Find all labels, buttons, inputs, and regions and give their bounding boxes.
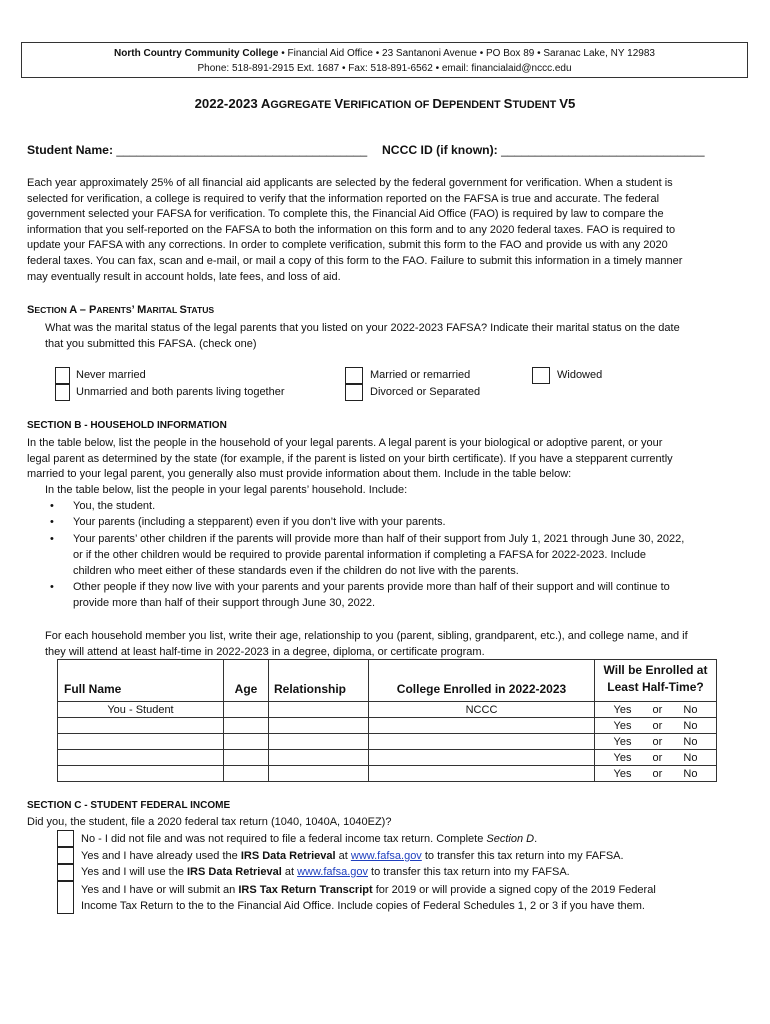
col-relationship: Relationship xyxy=(269,660,369,702)
irs-drt-will-use-label: Yes and I will use the IRS Data Retrieval at www.fafsa.gov to transfer this tax return into my FAFSA. xyxy=(81,866,570,878)
list-item: provide more than half of their support through June 30, 2022. xyxy=(73,597,376,609)
row-name[interactable] xyxy=(58,750,224,766)
irs-drt-used-checkbox[interactable] xyxy=(57,847,74,864)
married-label: Married or remarried xyxy=(370,369,471,381)
row-enrolled[interactable]: Yes or No xyxy=(595,734,717,750)
row-name[interactable]: You - Student xyxy=(58,702,224,718)
row-enrolled[interactable]: Yes or No xyxy=(595,718,717,734)
section-b-intro: In the table below, list the people in the household of your legal parents. A legal parent is your biological or adoptive parent, or your legal parent as determined by the state (for example, if the parent is listed on your birth certificate). If you have a stepparent currently married to your legal parent, you generally also must provide information about them. Include in the table below: xyxy=(27,437,673,481)
table-row xyxy=(58,718,717,734)
list-item: children who meet either of these standards even if the children do not live with the parents. xyxy=(73,565,519,577)
col-enrolled: Will be Enrolled at Least Half-Time? xyxy=(595,660,717,702)
nccc-id-label: NCCC ID (if known): xyxy=(381,143,502,157)
tax-transcript-label: Yes and I have or will submit an IRS Tax Return Transcript for 2019 or will provide a signed copy of the 2019 Federal Income Tax Return to the to the Financial Aid Office. Include copies of Federal Schedules 1, 2 or 3 if you have them. xyxy=(81,884,656,912)
no-tax-return-label: No - I did not file and was not required to file a federal income tax return. Complete Section D. xyxy=(81,833,538,845)
row-name[interactable] xyxy=(58,718,224,734)
list-item: You, the student. xyxy=(73,500,156,512)
list-item: or if the other children would be required to provide parental information if completing a FAFSA for 2022-2023. Include xyxy=(73,549,646,561)
list-item: Your parents (including a stepparent) even if you don’t live with your parents. xyxy=(73,516,446,528)
office-contact: Phone: 518-891-2915 Ext. 1687 • Fax: 518-891-6562 • email: financialaid@nccc.edu xyxy=(197,63,572,74)
bullet-icon: • xyxy=(50,581,54,593)
unmarried-together-label: Unmarried and both parents living together xyxy=(76,386,285,398)
row-relationship[interactable] xyxy=(269,734,369,750)
intro-paragraph: Each year approximately 25% of all financial aid applicants are selected by the federal government for verification. When a student is selected for verification, a college is required to verify that the information reported on the FAFSA is true and accurate. The federal government selected your FAFSA for verification. To complete this, the Financial Aid Office (FAO) is required by law to compare the information that you self-reported on the FAFSA to both the information on this form and to any 2020 federal taxes. FAO is required to update your FAFSA with any corrections. In order to complete verification, submit this form to the FAO and provide us with any 2020 federal taxes. You can fax, scan and e-mail, or mail a copy of this form to the FAO. Failure to submit this information in a timely manner may eventually result in account holds, late fees, and loss of aid. xyxy=(27,177,683,283)
student-info-line xyxy=(27,143,704,157)
bullet-icon: • xyxy=(50,500,54,512)
row-relationship[interactable] xyxy=(269,702,369,718)
list-item: Other people if they now live with your parents and your parents provide more than half of their support and will continue to xyxy=(73,581,670,593)
office-header-box xyxy=(21,42,748,78)
student-name-field[interactable]: _____________________________________ xyxy=(116,143,368,157)
row-age[interactable] xyxy=(224,702,269,718)
table-row xyxy=(58,702,717,718)
never-married-label: Never married xyxy=(76,369,146,381)
divorced-checkbox[interactable] xyxy=(345,384,363,401)
nccc-id-field[interactable]: ______________________________ xyxy=(501,143,705,157)
row-enrolled[interactable]: Yes or No xyxy=(595,766,717,782)
never-married-checkbox[interactable] xyxy=(55,367,70,384)
office-address: • Financial Aid Office • 23 Santanoni Avenue • PO Box 89 • Saranac Lake, NY 12983 xyxy=(278,48,655,59)
col-college: College Enrolled in 2022-2023 xyxy=(369,660,595,702)
row-name[interactable] xyxy=(58,734,224,750)
table-row xyxy=(58,734,717,750)
married-checkbox[interactable] xyxy=(345,367,363,384)
student-name-label: Student Name: xyxy=(27,143,117,157)
row-enrolled[interactable]: Yes or No xyxy=(595,702,717,718)
fafsa-link[interactable]: www.fafsa.gov xyxy=(297,866,368,878)
row-age[interactable] xyxy=(224,734,269,750)
bullet-icon: • xyxy=(50,533,54,545)
row-relationship[interactable] xyxy=(269,766,369,782)
tax-transcript-checkbox[interactable] xyxy=(57,881,74,914)
col-age: Age xyxy=(224,660,269,702)
section-b-include: In the table below, list the people in your legal parents’ household. Include: xyxy=(45,484,408,496)
divorced-label: Divorced or Separated xyxy=(370,386,481,398)
list-item: Your parents’ other children if the parents will provide more than half of their support from July 1, 2021 through June 30, 2022, xyxy=(73,533,685,545)
page-title: 2022-2023 AGGREGATE VERIFICATION OF DEPENDENT STUDENT V5 xyxy=(194,96,576,111)
bullet-icon: • xyxy=(50,516,54,528)
row-college[interactable] xyxy=(369,718,595,734)
section-a-heading: SECTION A – PARENTS’ MARITAL STATUS xyxy=(27,304,215,316)
row-name[interactable] xyxy=(58,766,224,782)
row-college[interactable]: NCCC xyxy=(369,702,595,718)
section-a-question: What was the marital status of the legal parents that you listed on your 2022-2023 FAFSA? Indicate their marital status on the date that you submitted this FAFSA. (check one) xyxy=(45,322,680,350)
section-b-heading: SECTION B - HOUSEHOLD INFORMATION xyxy=(27,420,227,431)
no-tax-return-checkbox[interactable] xyxy=(57,830,74,847)
widowed-checkbox[interactable] xyxy=(532,367,550,384)
section-c-question: Did you, the student, file a 2020 federal tax return (1040, 1040A, 1040EZ)? xyxy=(27,816,392,828)
row-college[interactable] xyxy=(369,734,595,750)
unmarried-together-checkbox[interactable] xyxy=(55,384,70,401)
row-relationship[interactable] xyxy=(269,750,369,766)
household-table xyxy=(57,659,717,782)
row-enrolled[interactable]: Yes or No xyxy=(595,750,717,766)
row-college[interactable] xyxy=(369,766,595,782)
table-row xyxy=(58,750,717,766)
fafsa-link[interactable]: www.fafsa.gov xyxy=(350,850,422,862)
row-age[interactable] xyxy=(224,766,269,782)
row-college[interactable] xyxy=(369,750,595,766)
irs-drt-used-label: Yes and I have already used the IRS Data Retrieval at www.fafsa.gov to transfer this tax return into my FAFSA. xyxy=(81,850,624,862)
widowed-label: Widowed xyxy=(557,369,603,381)
section-c-heading: SECTION C - STUDENT FEDERAL INCOME xyxy=(27,800,231,811)
irs-drt-will-use-checkbox[interactable] xyxy=(57,864,74,881)
row-age[interactable] xyxy=(224,750,269,766)
table-header-row xyxy=(58,660,717,702)
college-name: North Country Community College xyxy=(114,48,279,59)
row-relationship[interactable] xyxy=(269,718,369,734)
row-age[interactable] xyxy=(224,718,269,734)
table-row xyxy=(58,766,717,782)
col-full-name: Full Name xyxy=(58,660,224,702)
section-b-table-instructions: For each household member you list, write their age, relationship to you (parent, sibling, grandparent, etc.), and college name, and if they will attend at least half-time in 2022-2023 in a degree, diploma, or certificate program. xyxy=(45,630,688,658)
